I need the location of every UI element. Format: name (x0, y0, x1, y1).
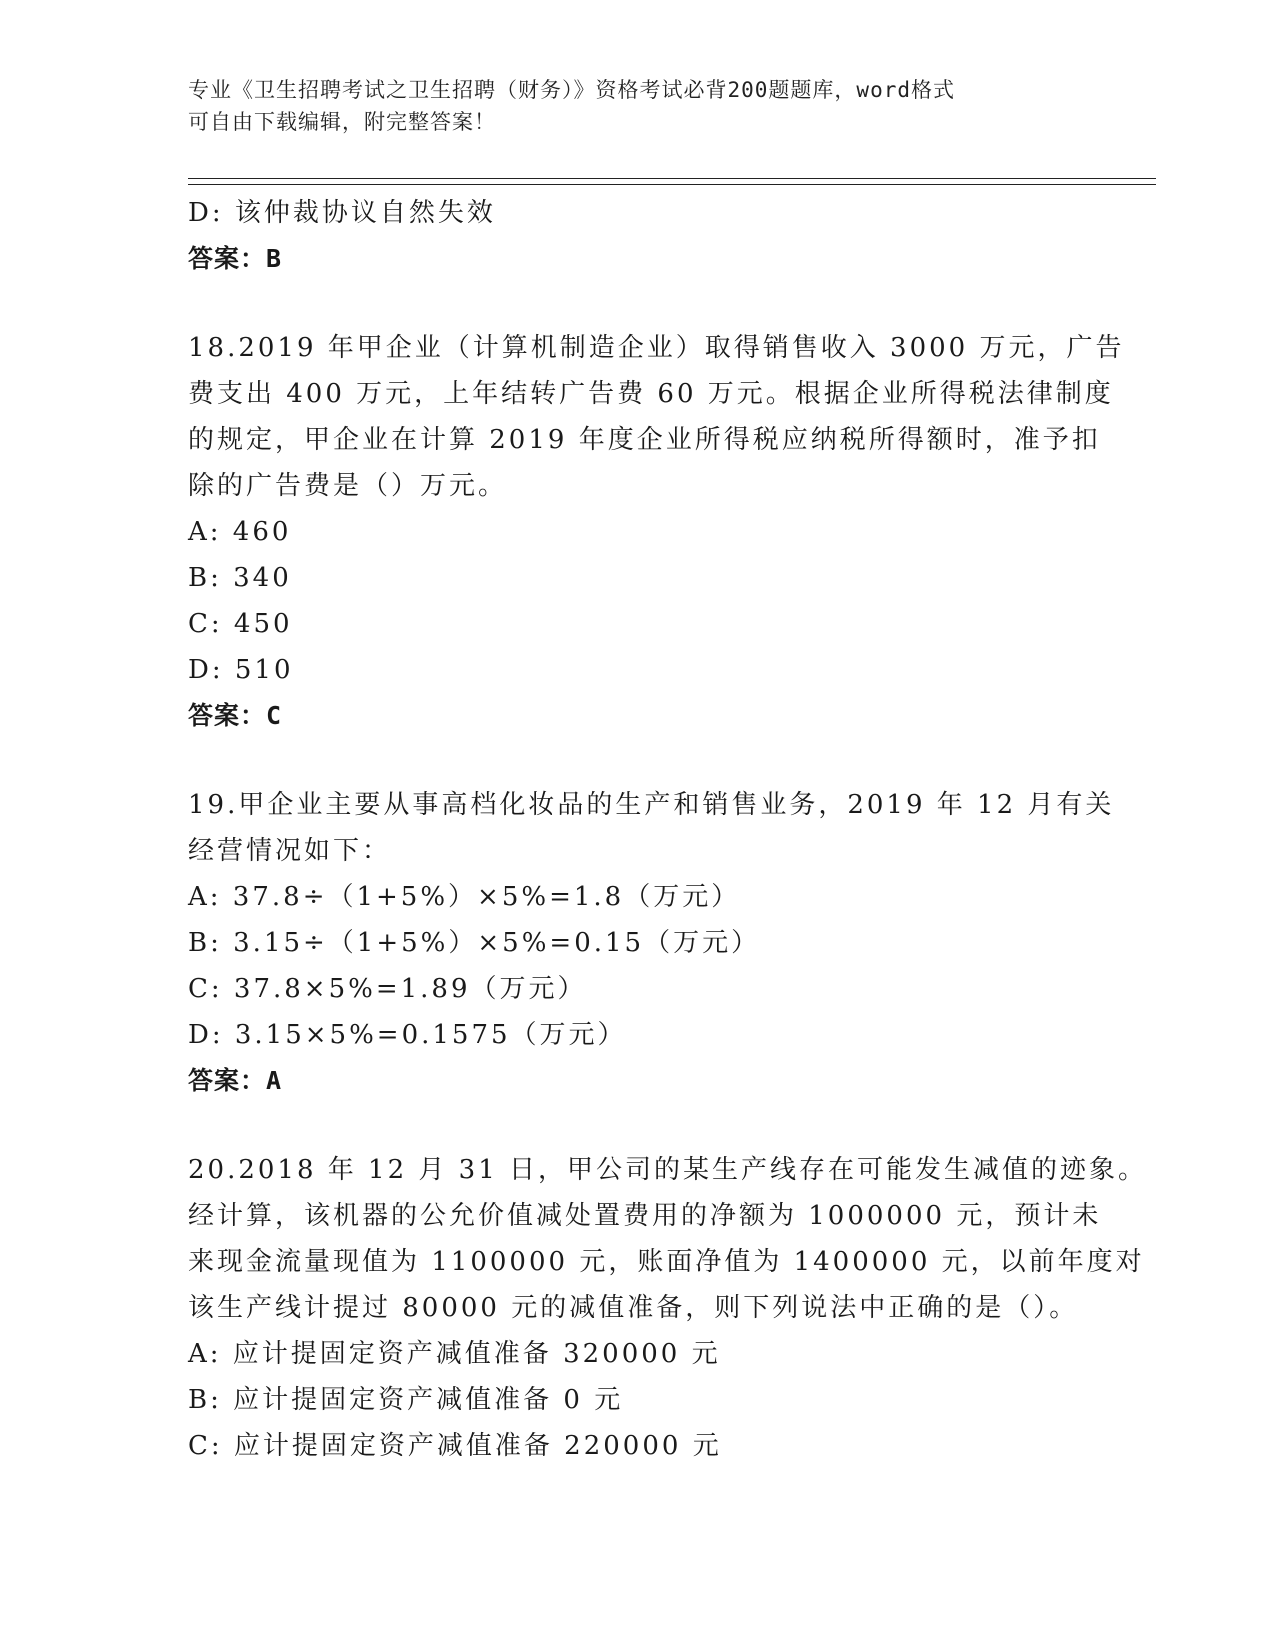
question-spacer (188, 1104, 1088, 1147)
option-a: A: 460 (188, 517, 292, 547)
question-stem-line: 经营情况如下： (188, 836, 392, 866)
answer: 答案：B (188, 244, 283, 273)
question-stem-line: 19.甲企业主要从事高档化妆品的生产和销售业务，2019 年 12 月有关 (188, 790, 1115, 820)
option-a: A: 37.8÷（1+5%）×5%=1.8（万元） (188, 882, 741, 912)
option-d: D: 510 (188, 655, 294, 685)
option-d: D: 该仲裁协议自然失效 (188, 198, 496, 228)
question-spacer (188, 282, 1088, 325)
option-b: B: 应计提固定资产减值准备 0 元 (188, 1385, 624, 1415)
question-stem-line: 费支出 400 万元，上年结转广告费 60 万元。根据企业所得税法律制度 (188, 379, 1114, 409)
option-c: C: 应计提固定资产减值准备 220000 元 (188, 1431, 722, 1461)
option-c: C: 37.8×5%=1.89（万元） (188, 974, 587, 1004)
answer: 答案：C (188, 701, 283, 730)
question-17-tail (188, 190, 1088, 282)
question-20 (188, 1147, 1148, 1469)
document-header (188, 74, 1068, 138)
question-stem-line: 经计算，该机器的公允价值减处置费用的净额为 1000000 元，预计未 (188, 1201, 1102, 1231)
header-divider-bottom (188, 184, 1156, 185)
option-b: B: 340 (188, 563, 292, 593)
header-title-line-1: 专业《卫生招聘考试之卫生招聘（财务）》资格考试必背200题题库，word格式 (188, 78, 955, 102)
question-stem-line: 的规定，甲企业在计算 2019 年度企业所得税应纳税所得额时，准予扣 (188, 425, 1101, 455)
question-stem-line: 18.2019 年甲企业（计算机制造企业）取得销售收入 3000 万元，广告 (188, 333, 1125, 363)
option-d: D: 3.15×5%=0.1575（万元） (188, 1020, 627, 1050)
question-spacer (188, 739, 1088, 782)
answer: 答案：A (188, 1066, 283, 1095)
option-c: C: 450 (188, 609, 293, 639)
header-title-line-2: 可自由下载编辑，附完整答案！ (188, 110, 496, 134)
option-b: B: 3.15÷（1+5%）×5%=0.15（万元） (188, 928, 761, 958)
header-divider-top (188, 178, 1156, 179)
question-stem-line: 20.2018 年 12 月 31 日，甲公司的某生产线存在可能发生减值的迹象。 (188, 1155, 1148, 1185)
question-18 (188, 325, 1125, 739)
question-stem-line: 该生产线计提过 80000 元的减值准备，则下列说法中正确的是（）。 (188, 1293, 1079, 1323)
question-stem-line: 除的广告费是（）万元。 (188, 471, 508, 501)
document-body (188, 190, 1148, 1469)
question-19 (188, 782, 1115, 1104)
question-stem-line: 来现金流量现值为 1100000 元，账面净值为 1400000 元，以前年度对 (188, 1247, 1145, 1277)
option-a: A: 应计提固定资产减值准备 320000 元 (188, 1339, 721, 1369)
